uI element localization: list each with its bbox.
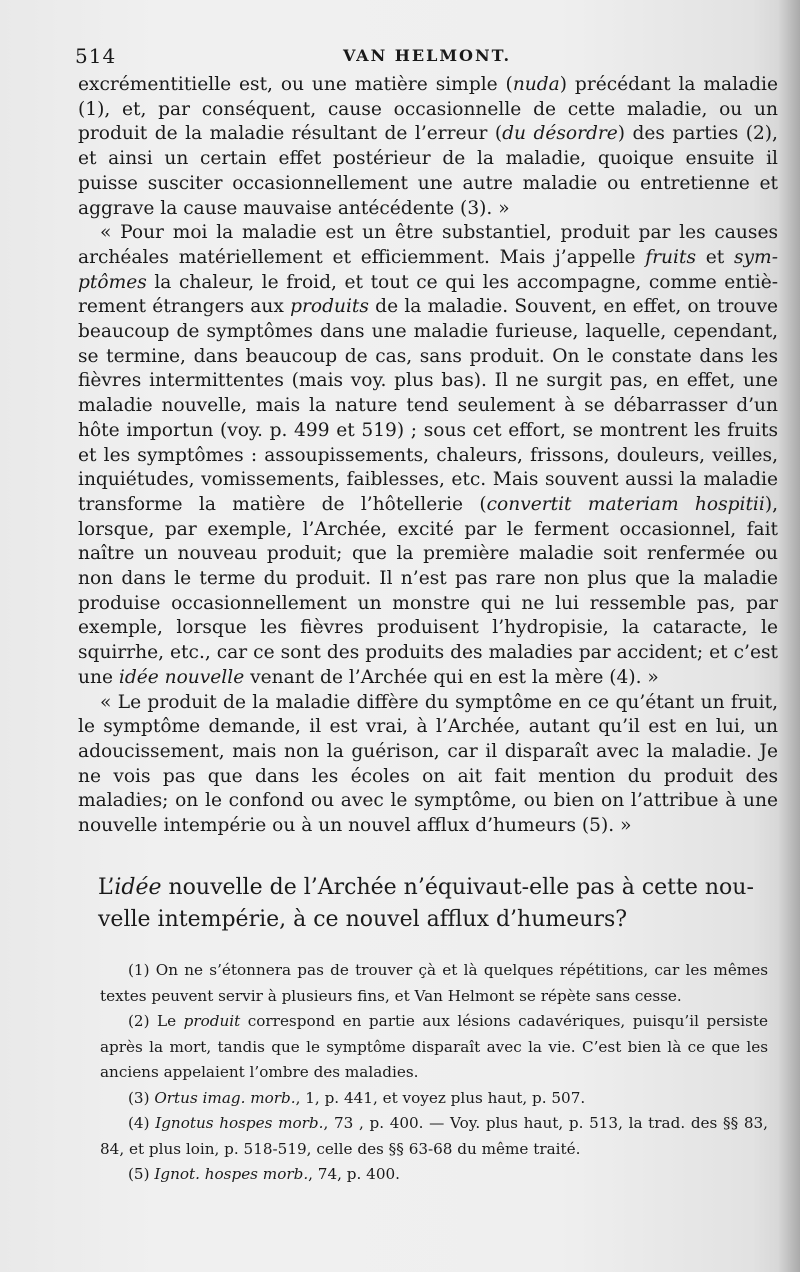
text-run: , 74, p. 400. (308, 1165, 400, 1183)
italic-run: Ortus imag. morb. (154, 1088, 296, 1107)
footnote-2 (100, 1009, 768, 1086)
main-text (78, 73, 778, 839)
text-run: On ne s’étonnera pas de trouver çà et là quelques répétitions, car les mêmes textes peuvent servir à plusieurs fins, et Van Helmont se répète sans cesse. (100, 961, 768, 1005)
text-run: et (696, 246, 735, 268)
footnote-mark: (3) (128, 1088, 150, 1107)
italic-run: Ignot. hospes morb. (154, 1165, 309, 1183)
italic-run: convertit materiam hospitii (486, 493, 765, 515)
text-run: ) des parties (2), et ainsi un certain effet postérieur de la maladie, quoique ensuite il puisse susciter occasionnellement une autre maladie ou entretienne et aggrave la cause mauvaise antécédente (3). » (78, 123, 778, 219)
footnotes (100, 958, 768, 1188)
text-run: ), lorsque, par exemple, l’Archée, excité par le ferment occasionnel, fait naître un nouveau produit; que la première maladie soit renfermée ou non dans le terme du produit. Il n’est pas rare non plus que la maladie produise occasionnellement un monstre qui ne lui ressemble pas, par exemple, lorsque les fièvres produisent l’hydropisie, la cataracte, le squirrhe, etc., car ce sont des produits des maladies par accident; et c’est une (78, 493, 778, 688)
text-run: excrémentitielle est, ou une matière simple ( (78, 74, 513, 95)
italic-run: fruits (645, 246, 696, 268)
italic-run: idée nouvelle (118, 666, 245, 688)
running-head: VAN HELMONT. (343, 46, 512, 65)
italic-run: nuda (512, 74, 560, 95)
page-number: 514 (75, 44, 117, 68)
italic-run: symptômes (78, 246, 778, 293)
text-run: ) précédant la maladie (1), et, par conséquent, cause occasionnelle de cette maladie, ou un produit de la maladie résultant de l’erreur ( (78, 74, 778, 145)
text-run: , 1, p. 441, et voyez plus haut, p. 507. (295, 1088, 586, 1107)
text-run: venant de l’Archée qui en est la mère (4). » (244, 666, 659, 688)
text-run: « Pour moi la maladie est un être substantiel, produit par les causes archéales matériellement et efficiemment. Mais j’appelle (78, 222, 778, 268)
text-run: correspond en partie aux lésions cadavériques, puisqu’il persiste après la mort, tandis que le symptôme disparaît avec la vie. C’est bien là ce que les anciens appelaient l’ombre des maladies. (100, 1012, 769, 1081)
italic-run: idée (114, 875, 162, 900)
footnote-mark: (5) (128, 1165, 150, 1183)
page-gutter-shadow (778, 0, 800, 1272)
footnote-mark: (2) (128, 1012, 150, 1030)
paragraph-3 (78, 691, 778, 839)
section-heading (98, 872, 778, 936)
footnote-5 (100, 1162, 768, 1188)
page-header (75, 44, 775, 74)
italic-run: Ignotus hospes morb. (155, 1114, 324, 1132)
footnote-mark: (1) (128, 961, 150, 979)
footnote-4 (100, 1111, 768, 1162)
italic-run: produit (183, 1012, 241, 1030)
text-run: la chaleur, le froid, et tout ce qui les accompagne, comme entièrement étrangers aux (78, 271, 778, 318)
paragraph-1 (78, 73, 778, 221)
text-run: nouvelle de l’Archée n’équivaut-elle pas à cette nouvelle intempérie, à ce nouvel afflux d’humeurs? (98, 875, 754, 932)
text-run: , 73 , p. 400. — Voy. plus haut, p. 513, la trad. des §§ 83, 84, et plus loin, p. 518-519, celle des §§ 63-68 du même traité. (100, 1114, 769, 1158)
footnote-mark: (4) (128, 1114, 150, 1132)
text-run: L’ (98, 875, 115, 900)
footnote-3 (100, 1086, 768, 1112)
italic-run: du désordre (502, 123, 618, 145)
paragraph-2 (78, 221, 778, 690)
text-run: « Le produit de la maladie diffère du symptôme en ce qu’étant un fruit, le symptôme demande, il est vrai, à l’Archée, autant qu’il est en lui, un adoucissement, mais non la guérison, car il disparaît avec la maladie. Je ne vois pas que dans les écoles on ait fait mention du produit des maladies; on le confond ou avec le symptôme, ou bien on l’attribue à une nouvelle intempérie ou à un nouvel afflux d’humeurs (5). » (78, 691, 778, 837)
italic-run: produits (290, 296, 369, 318)
text-run: de la maladie. Souvent, en effet, on trouve beaucoup de symptômes dans une maladie furieuse, laquelle, cependant, se termine, dans beaucoup de cas, sans produit. On le constate dans les fièvres intermittentes (mais voy. plus bas). Il ne surgit pas, en effet, une maladie nouvelle, mais la nature tend seulement à se débarrasser d’un hôte importun (voy. p. 499 et 519) ; sous cet effort, se montrent les fruits et les symptômes : assoupissements, chaleurs, frissons, douleurs, veilles, inquiétudes, vomissements, faiblesses, etc. Mais souvent aussi la maladie transforme la matière de l’hôtellerie ( (78, 296, 779, 515)
text-run: Le (157, 1012, 184, 1030)
footnote-1 (100, 958, 768, 1009)
